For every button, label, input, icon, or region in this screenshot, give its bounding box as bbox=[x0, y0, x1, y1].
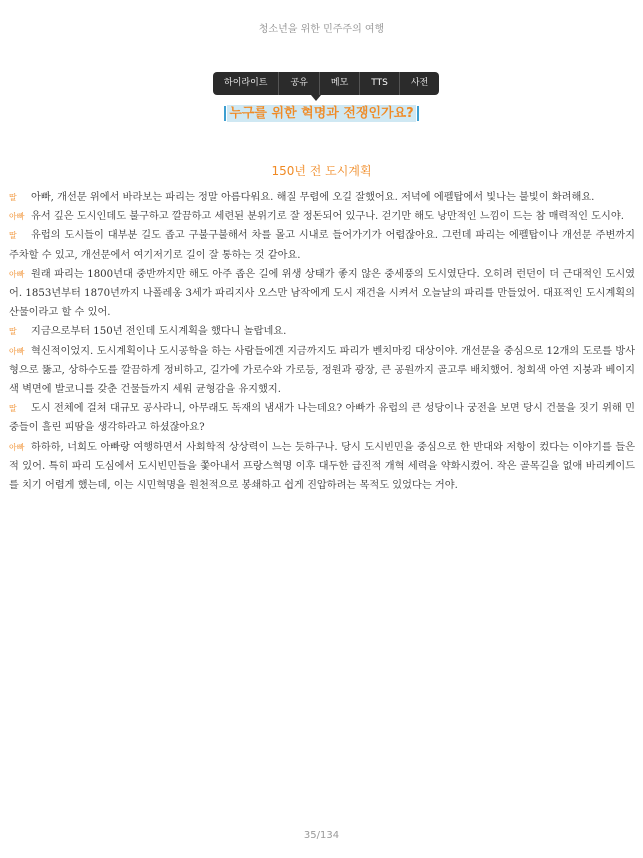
dialogue-line bbox=[9, 265, 635, 323]
speaker-label: 딸 bbox=[9, 231, 17, 241]
book-title: 청소년을 위한 민주주의 여행 bbox=[258, 24, 385, 35]
dialogue-line bbox=[9, 438, 635, 496]
share-button[interactable]: 공유 bbox=[279, 72, 319, 95]
chapter-title bbox=[0, 102, 643, 121]
dialogue-text: 원래 파리는 1800년대 중반까지만 해도 아주 좁은 길에 위생 상태가 좋지 않은 중세풍의 도시였단다. 오히려 런던이 더 근대적인 도시였어. 1853년부터 1870년까지 나폴레옹 3세가 파리지사 오스만 남작에게 도시 재건을 시켜서 오늘날의 파리를 만들었어. 대표적인 도시계획의 산물이라고 할 수 있어. bbox=[9, 268, 635, 319]
dialogue-text: 유서 깊은 도시인데도 불구하고 깔끔하고 세련된 분위기로 잘 정돈되어 있구나. 걷기만 해도 낭만적인 느낌이 드는 참 매력적인 도시야. bbox=[31, 211, 624, 223]
dialogue-line bbox=[9, 399, 635, 437]
selection-start-handle[interactable] bbox=[224, 106, 226, 121]
speaker-label: 아빠 bbox=[9, 269, 25, 279]
dialogue-line bbox=[9, 226, 635, 264]
dialogue-line bbox=[9, 342, 635, 400]
speaker-label: 아빠 bbox=[9, 212, 25, 222]
dialogue-text: 유럽의 도시들이 대부분 길도 좁고 구불구불해서 차를 몰고 시내로 들어가기가 어렵잖아요. 그런데 파리는 에펠탑이나 개선문 주변까지 주차할 수 있고, 개선문에서 여기저기로 길이 잘 통하는 것 같아요. bbox=[9, 230, 635, 261]
dialogue-text: 지금으로부터 150년 전인데 도시계획을 했다니 놀랍네요. bbox=[31, 326, 287, 338]
dialogue-text: 도시 전체에 걸쳐 대규모 공사라니, 아무래도 독재의 냄새가 나는데요? 아빠가 유럽의 큰 성당이나 궁전을 보면 당시 건물을 짓기 위해 민중들이 흘린 피땀을 생각하라고 하셨잖아요? bbox=[9, 403, 635, 434]
dialogue-text: 하하하, 너희도 아빠랑 여행하면서 사회학적 상상력이 느는 듯하구나. 당시 도시빈민을 중심으로 한 반대와 저항이 컸다는 이야기를 들은 적 있어. 특히 파리 도심에서 도시빈민들을 쫓아내서 프랑스혁명 이후 대두한 급진적 개혁 세력을 약화시켰어. 작은 골목길을 없애 바리케이드를 치기 어렵게 했는데, 이는 시민혁명을 원천적으로 봉쇄하고 쉽게 진압하려는 목적도 있었다는 거야. bbox=[9, 441, 635, 492]
speaker-label: 딸 bbox=[9, 404, 17, 414]
dialogue-body bbox=[9, 188, 635, 495]
selection-popup-menu bbox=[213, 72, 439, 95]
dialogue-line bbox=[9, 188, 635, 207]
tts-button[interactable]: TTS bbox=[360, 72, 400, 95]
dictionary-button[interactable]: 사전 bbox=[410, 78, 429, 88]
speaker-label: 아빠 bbox=[9, 442, 25, 452]
dialogue-text: 혁신적이었지. 도시계획이나 도시공학을 하는 사람들에겐 지금까지도 파리가 벤치마킹 대상이야. 개선문을 중심으로 12개의 도로를 방사형으로 뚫고, 상하수도를 깔끔하게 정비하고, 길가에 가로수와 가로등, 정원과 광장, 큰 공원까지 골고루 배치했어. 청회색 아연 지붕과 베이지색 벽면에 발코니를 갖춘 건물들까지 세워 균형감을 유지했지. bbox=[9, 345, 635, 396]
dialogue-text: 아빠, 개선문 위에서 바라보는 파리는 정말 아름다워요. 해질 무렵에 오길 잘했어요. 저녁에 에펠탑에서 빛나는 불빛이 화려해요. bbox=[31, 192, 595, 203]
popup-pointer bbox=[311, 95, 321, 101]
section-title: 150년 전 도시계획 bbox=[271, 164, 372, 178]
highlight-button[interactable]: 하이라이트 bbox=[213, 72, 279, 95]
speaker-label: 아빠 bbox=[9, 346, 25, 356]
page-indicator: 35/134 bbox=[303, 830, 340, 841]
speaker-label: 딸 bbox=[9, 193, 17, 202]
dialogue-line bbox=[9, 207, 635, 226]
selected-text[interactable]: 누구를 위한 혁명과 전쟁인가요? bbox=[229, 106, 414, 121]
selection-end-handle[interactable] bbox=[417, 106, 419, 121]
speaker-label: 딸 bbox=[9, 327, 17, 337]
memo-button[interactable]: 메모 bbox=[320, 72, 360, 95]
dialogue-line bbox=[9, 322, 635, 341]
